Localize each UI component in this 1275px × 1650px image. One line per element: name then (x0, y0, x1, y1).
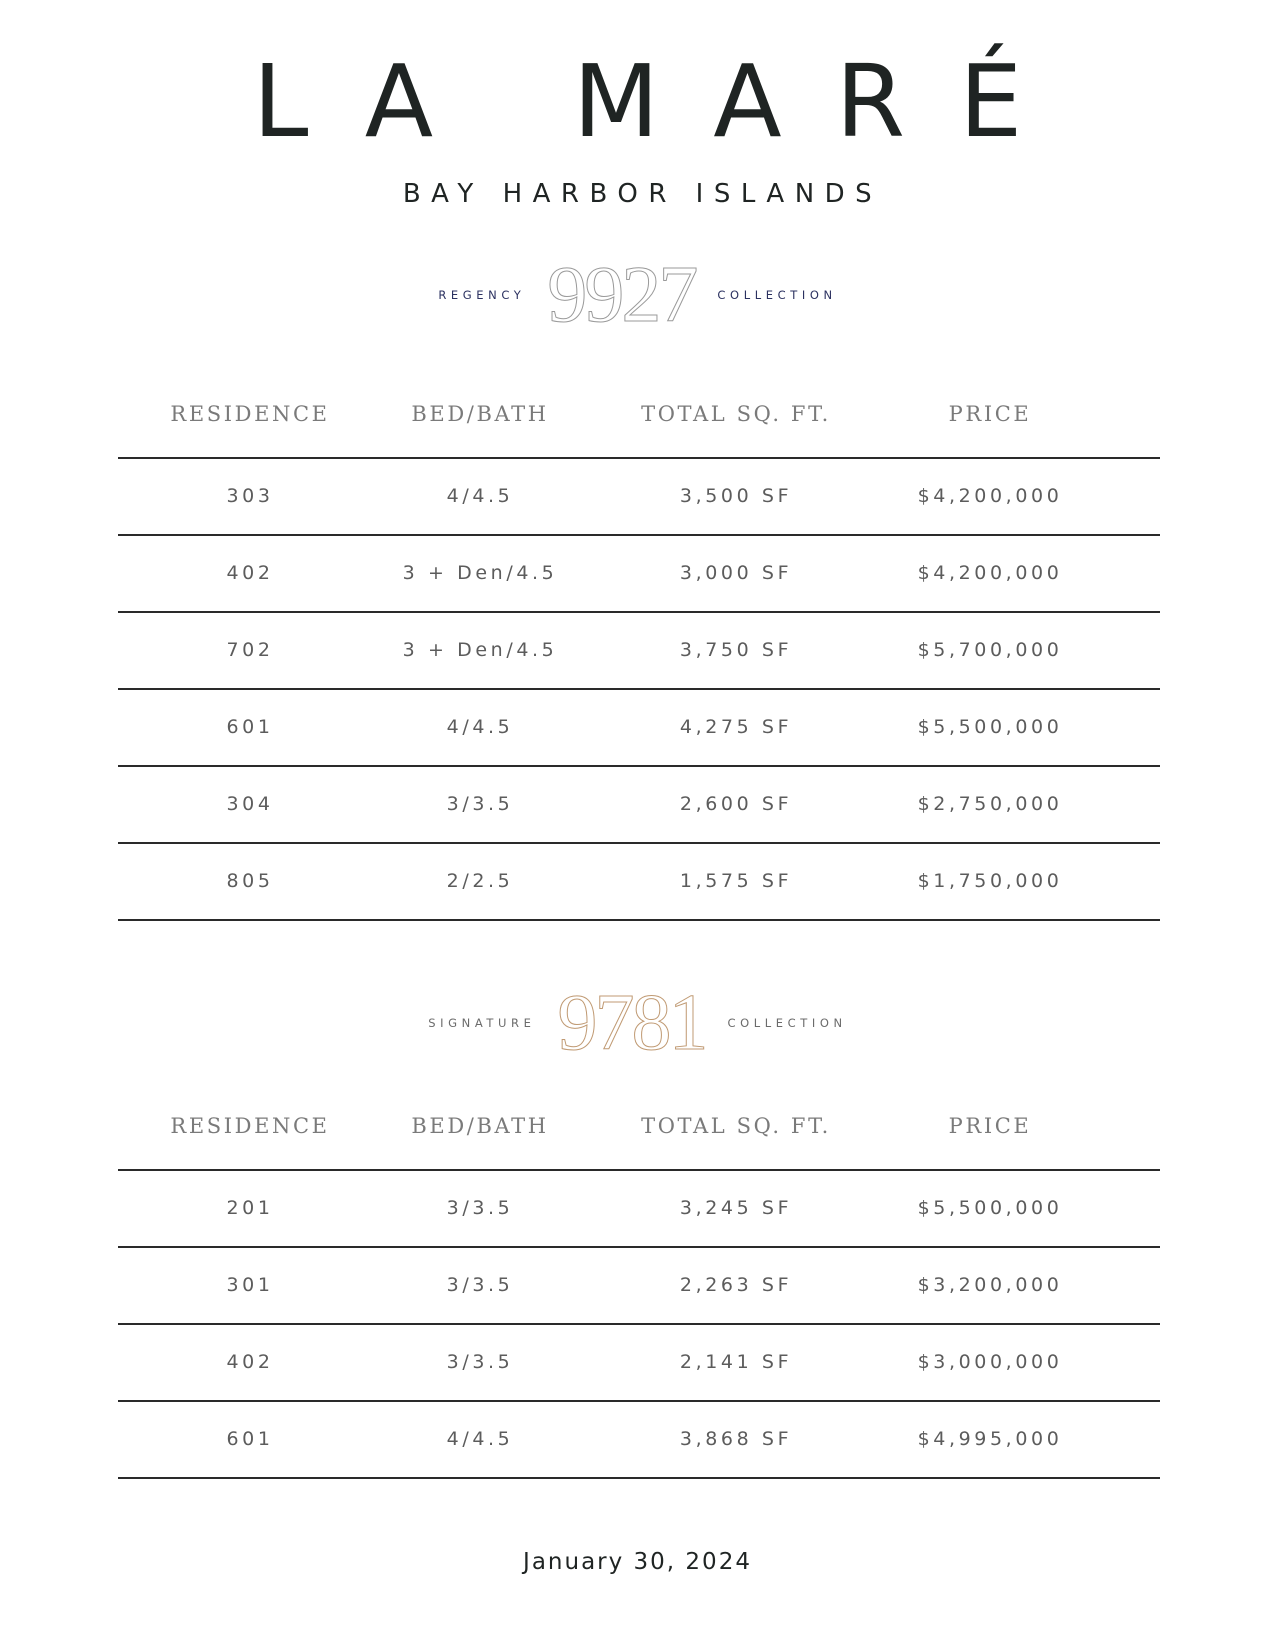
residence-cell: 402 (226, 562, 274, 584)
bed-bath-cell: 4/4.5 (446, 1428, 514, 1450)
regency-building-number: 9927 (547, 251, 696, 339)
bed-bath-cell: 2/2.5 (446, 870, 514, 892)
price-cell: $5,700,000 (917, 639, 1063, 661)
bed-bath-cell: 3/3.5 (446, 1351, 514, 1373)
table-row (118, 1169, 1160, 1246)
column-header-price: PRICE (948, 402, 1032, 426)
price-cell: $4,200,000 (917, 485, 1063, 507)
column-header-bed-bath: BED/BATH (411, 402, 549, 426)
residence-cell: 303 (226, 485, 274, 507)
sqft-cell: 1,575 SF (679, 870, 793, 892)
sqft-cell: 3,868 SF (679, 1428, 793, 1450)
price-cell: $4,200,000 (917, 562, 1063, 584)
signature-collection-heading (0, 979, 1275, 1067)
signature-table (118, 1169, 1160, 1479)
bed-bath-cell: 3 + Den/4.5 (402, 639, 558, 661)
bed-bath-cell: 3/3.5 (446, 1197, 514, 1219)
table-row (118, 688, 1160, 765)
price-cell: $4,995,000 (917, 1428, 1063, 1450)
price-cell: $5,500,000 (917, 1197, 1063, 1219)
regency-column-headers (118, 394, 1158, 434)
column-header-residence: RESIDENCE (170, 1114, 330, 1138)
bed-bath-cell: 4/4.5 (446, 485, 514, 507)
table-row (118, 457, 1160, 534)
table-row (118, 534, 1160, 611)
residence-cell: 201 (226, 1197, 274, 1219)
residence-cell: 402 (226, 1351, 274, 1373)
residence-cell: 601 (226, 1428, 274, 1450)
sqft-cell: 2,263 SF (679, 1274, 793, 1296)
residence-cell: 301 (226, 1274, 274, 1296)
sqft-cell: 2,141 SF (679, 1351, 793, 1373)
column-header-residence: RESIDENCE (170, 402, 330, 426)
residence-cell: 805 (226, 870, 274, 892)
residence-cell: 702 (226, 639, 274, 661)
sqft-cell: 3,500 SF (679, 485, 793, 507)
column-header-bed-bath: BED/BATH (411, 1114, 549, 1138)
sqft-cell: 2,600 SF (679, 793, 793, 815)
table-row (118, 611, 1160, 688)
regency-collection-heading (0, 251, 1275, 339)
signature-collection-label: COLLECTION (727, 1016, 847, 1030)
residence-cell: 601 (226, 716, 274, 738)
signature-column-headers (118, 1106, 1158, 1146)
sqft-cell: 3,245 SF (679, 1197, 793, 1219)
column-header-price: PRICE (948, 1114, 1032, 1138)
bed-bath-cell: 3/3.5 (446, 1274, 514, 1296)
price-cell: $5,500,000 (917, 716, 1063, 738)
sqft-cell: 3,000 SF (679, 562, 793, 584)
price-cell: $3,200,000 (917, 1274, 1063, 1296)
bed-bath-cell: 3 + Den/4.5 (402, 562, 558, 584)
sqft-cell: 3,750 SF (679, 639, 793, 661)
table-row (118, 1246, 1160, 1323)
bed-bath-cell: 3/3.5 (446, 793, 514, 815)
signature-building-number: 9781 (557, 979, 706, 1067)
brand-subtitle: BAY HARBOR ISLANDS (402, 179, 883, 209)
brand-title: LA MARÉ (252, 43, 1077, 160)
table-row (118, 842, 1160, 921)
sqft-cell: 4,275 SF (679, 716, 793, 738)
column-header-sqft: TOTAL SQ. FT. (641, 1114, 831, 1138)
price-cell: $1,750,000 (917, 870, 1063, 892)
price-cell: $3,000,000 (917, 1351, 1063, 1373)
table-row (118, 1400, 1160, 1479)
table-row (118, 765, 1160, 842)
residence-cell: 304 (226, 793, 274, 815)
regency-label: REGENCY (438, 288, 526, 302)
document-date: January 30, 2024 (523, 1549, 752, 1575)
regency-table (118, 457, 1160, 921)
bed-bath-cell: 4/4.5 (446, 716, 514, 738)
column-header-sqft: TOTAL SQ. FT. (641, 402, 831, 426)
regency-collection-label: COLLECTION (717, 288, 837, 302)
table-row (118, 1323, 1160, 1400)
signature-label: SIGNATURE (428, 1016, 536, 1030)
price-cell: $2,750,000 (917, 793, 1063, 815)
